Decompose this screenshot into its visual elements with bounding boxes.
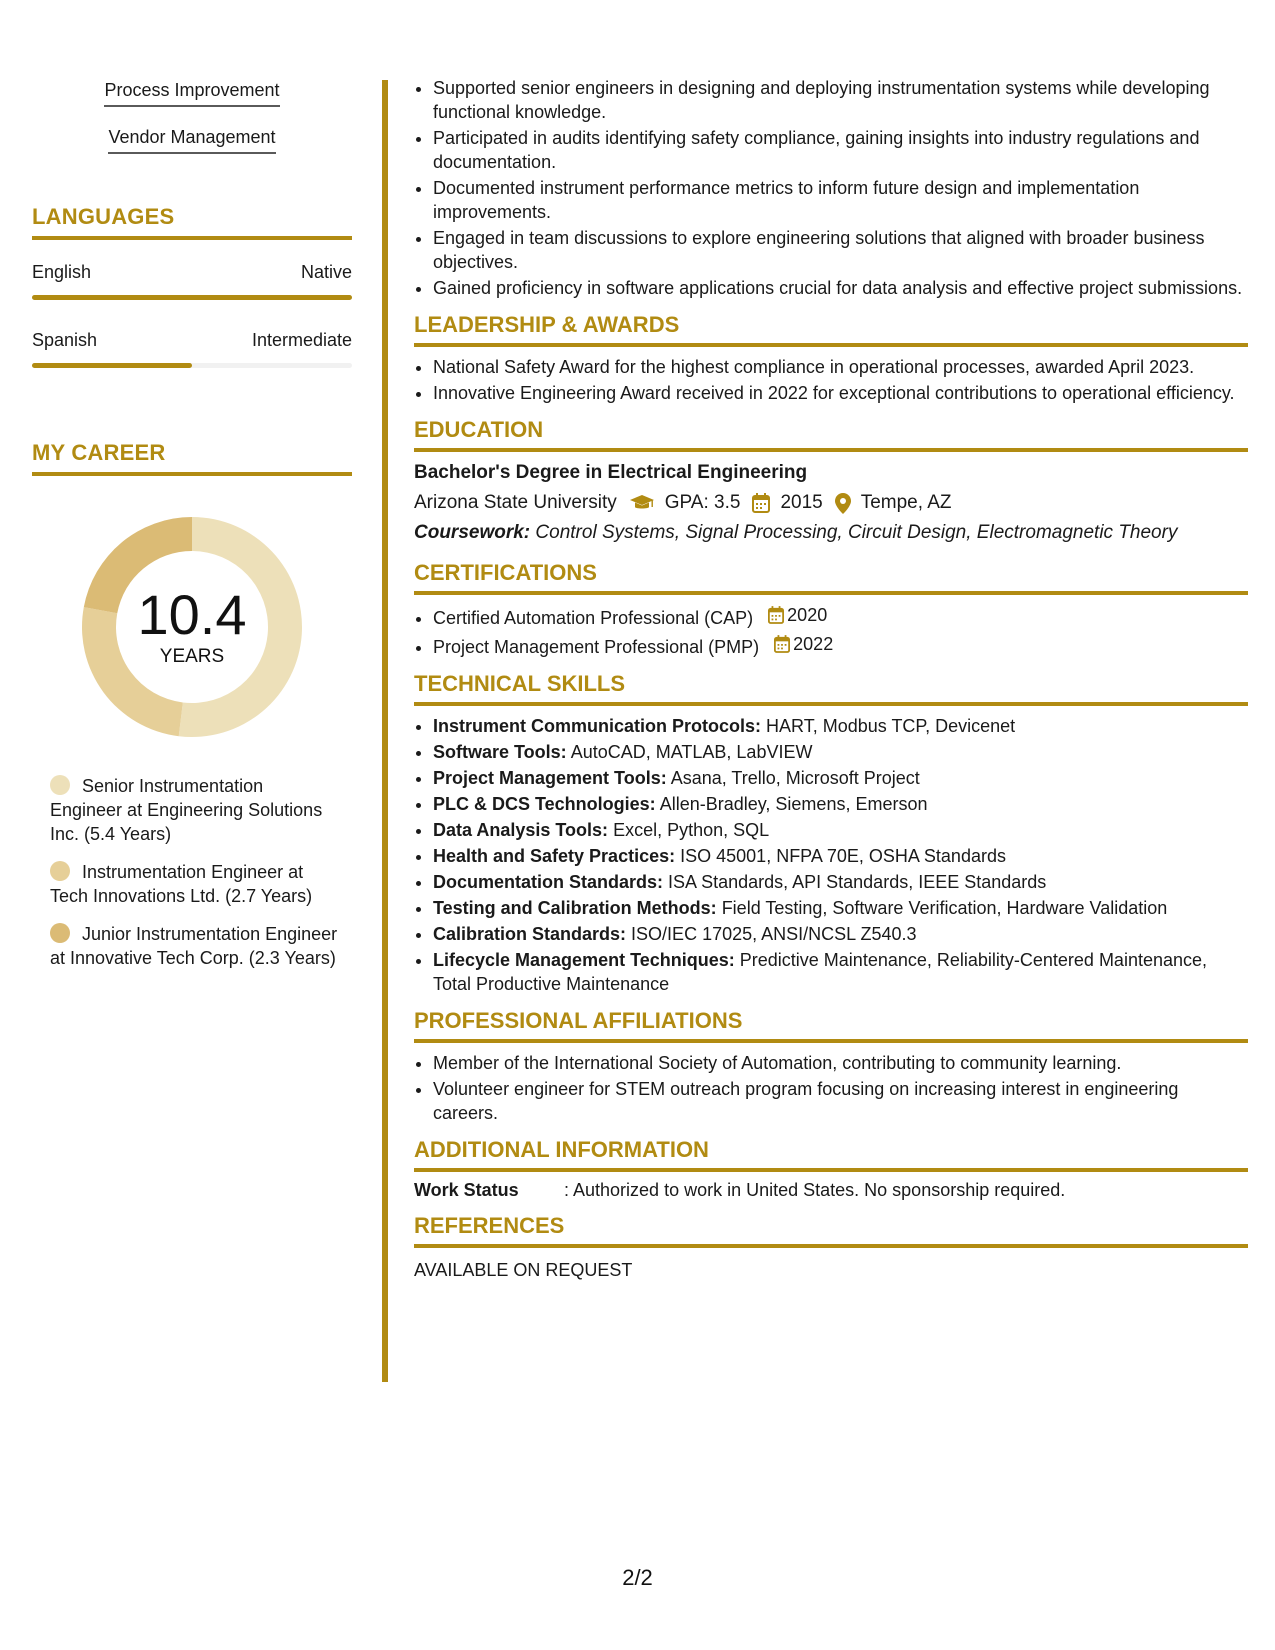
education-degree: Bachelor's Degree in Electrical Engineering [414,462,808,483]
coursework-label: Coursework: [414,522,531,543]
skill-tag: Vendor Management [108,127,275,154]
certification-year: 2020 [787,605,828,625]
experience-bullet: • Supported senior engineers in designing and deploying instrumentation systems while developing functional knowledge. [433,76,1248,124]
technical-skill-item [433,766,1248,790]
career-legend [32,774,352,970]
career-legend-item [50,774,340,846]
sidebar [32,80,352,984]
certification-name: Project Management Professional (PMP) [433,637,760,657]
leadership-item: • National Safety Award for the highest compliance in operational processes, awarded April 2023. [433,355,1248,379]
skill-values: AutoCAD, MATLAB, LabVIEW [570,742,813,762]
career-heading: MY CAREER [32,440,352,476]
career-role: Senior Instrumentation Engineer at Engineering Solutions Inc. (5.4 Years) [50,776,323,844]
certification-name: Certified Automation Professional (CAP) [433,608,754,628]
leadership-heading: LEADERSHIP & AWARDS [414,312,1248,347]
education-school: Arizona State University [414,492,617,513]
experience-bullet: • Documented instrument performance metrics to inform future design and implementation improvements. [433,176,1248,224]
experience-bullet: • Participated in audits identifying safety compliance, gaining insights into industry regulations and documentation. [433,126,1248,174]
certifications-heading: CERTIFICATIONS [414,560,1248,595]
technical-skills-list [414,714,1248,996]
education-gpa: GPA: 3.5 [664,492,741,513]
skill-category: PLC & DCS Technologies: [433,794,656,814]
career-total-years: 10.4 [137,583,247,646]
skill-values: ISO/IEC 17025, ANSI/NCSL Z540.3 [631,924,917,944]
technical-skill-item [433,844,1248,868]
calendar-icon [768,606,784,624]
technical-skill-item [433,818,1248,842]
work-status-value: : Authorized to work in United States. No sponsorship required. [564,1180,1066,1200]
language-proficiency-fill [32,363,192,368]
page-number: 2/2 [622,1565,653,1590]
affiliation-item: • Member of the International Society of Automation, contributing to community learning. [433,1051,1248,1075]
technical-skills-heading: TECHNICAL SKILLS [414,671,1248,706]
language-name: Spanish [32,330,98,350]
main-content [414,80,1248,1281]
certifications-list [414,603,1248,659]
calendar-icon [752,493,770,513]
skill-category: Instrument Communication Protocols: [433,716,762,736]
skill-category: Project Management Tools: [433,768,667,788]
certification-year: 2022 [793,634,834,654]
education-year: 2015 [780,492,823,513]
skill-values: Field Testing, Software Verification, Hardware Validation [721,898,1168,918]
coursework-value: Control Systems, Signal Processing, Circuit Design, Electromagnetic Theory [535,522,1178,543]
technical-skill-item [433,870,1248,894]
language-proficiency-bar [32,363,352,368]
career-legend-item [50,922,340,970]
education-heading: EDUCATION [414,417,1248,452]
skill-tags [32,80,352,174]
affiliations-list [414,1051,1248,1125]
leadership-list [414,355,1248,405]
education-coursework [414,522,1248,544]
language-level: Intermediate [251,330,352,350]
skill-values: HART, Modbus TCP, Devicenet [766,716,1016,736]
language-level: Native [300,262,352,282]
language-item [32,262,352,300]
experience-bullet: • Engaged in team discussions to explore engineering solutions that aligned with broader business objectives. [433,226,1248,274]
work-status-label: Work Status [414,1180,519,1200]
skill-tag: Process Improvement [104,80,279,107]
career-role: Junior Instrumentation Engineer at Innovative Tech Corp. (2.3 Years) [50,924,338,968]
language-name: English [32,262,92,282]
skill-category: Calibration Standards: [433,924,627,944]
skill-values: ISA Standards, API Standards, IEEE Standards [668,872,1047,892]
technical-skill-item [433,740,1248,764]
skill-category: Software Tools: [433,742,567,762]
skill-category: Testing and Calibration Methods: [433,898,717,918]
column-divider [382,80,388,1382]
work-status-row [414,1180,1248,1201]
skill-values: Excel, Python, SQL [613,820,770,840]
technical-skill-item [433,948,1248,996]
language-item [32,330,352,368]
language-proficiency-fill [32,295,352,300]
legend-swatch [50,775,70,795]
education-location: Tempe, AZ [860,492,952,513]
references-heading: REFERENCES [414,1213,1248,1248]
certification-item [433,632,1248,659]
skill-category: Documentation Standards: [433,872,664,892]
skill-values: Asana, Trello, Microsoft Project [670,768,920,788]
additional-info-heading: ADDITIONAL INFORMATION [414,1137,1248,1172]
leadership-item: • Innovative Engineering Award received in 2022 for exceptional contributions to operational efficiency. [433,381,1248,405]
legend-swatch [50,923,70,943]
career-total-unit: YEARS [159,646,225,667]
technical-skill-item [433,896,1248,920]
graduation-cap-icon [629,494,655,512]
skill-values: Predictive Maintenance, Reliability-Centered Maintenance, Total Productive Maintenance [433,950,1208,994]
technical-skill-item [433,922,1248,946]
affiliations-heading: PROFESSIONAL AFFILIATIONS [414,1008,1248,1043]
career-legend-item [50,860,340,908]
location-pin-icon [835,493,851,514]
skill-category: Health and Safety Practices: [433,846,676,866]
experience-bullet: • Gained proficiency in software applications crucial for data analysis and effective project submissions. [433,276,1248,300]
legend-swatch [50,861,70,881]
experience-bullets [414,76,1248,300]
technical-skill-item [433,714,1248,738]
career-role: Instrumentation Engineer at Tech Innovations Ltd. (2.7 Years) [50,862,313,906]
skill-category: Data Analysis Tools: [433,820,609,840]
references-text: AVAILABLE ON REQUEST [414,1260,633,1280]
certification-item [433,603,1248,630]
education-details [414,492,1248,514]
skill-values: ISO 45001, NFPA 70E, OSHA Standards [680,846,1006,866]
technical-skill-item [433,792,1248,816]
language-proficiency-bar [32,295,352,300]
career-donut-chart [77,512,307,742]
calendar-icon [774,635,790,653]
skill-values: Allen-Bradley, Siemens, Emerson [659,794,928,814]
languages-heading: LANGUAGES [32,204,352,240]
affiliation-item: • Volunteer engineer for STEM outreach program focusing on increasing interest in engineering careers. [433,1077,1248,1125]
skill-category: Lifecycle Management Techniques: [433,950,735,970]
